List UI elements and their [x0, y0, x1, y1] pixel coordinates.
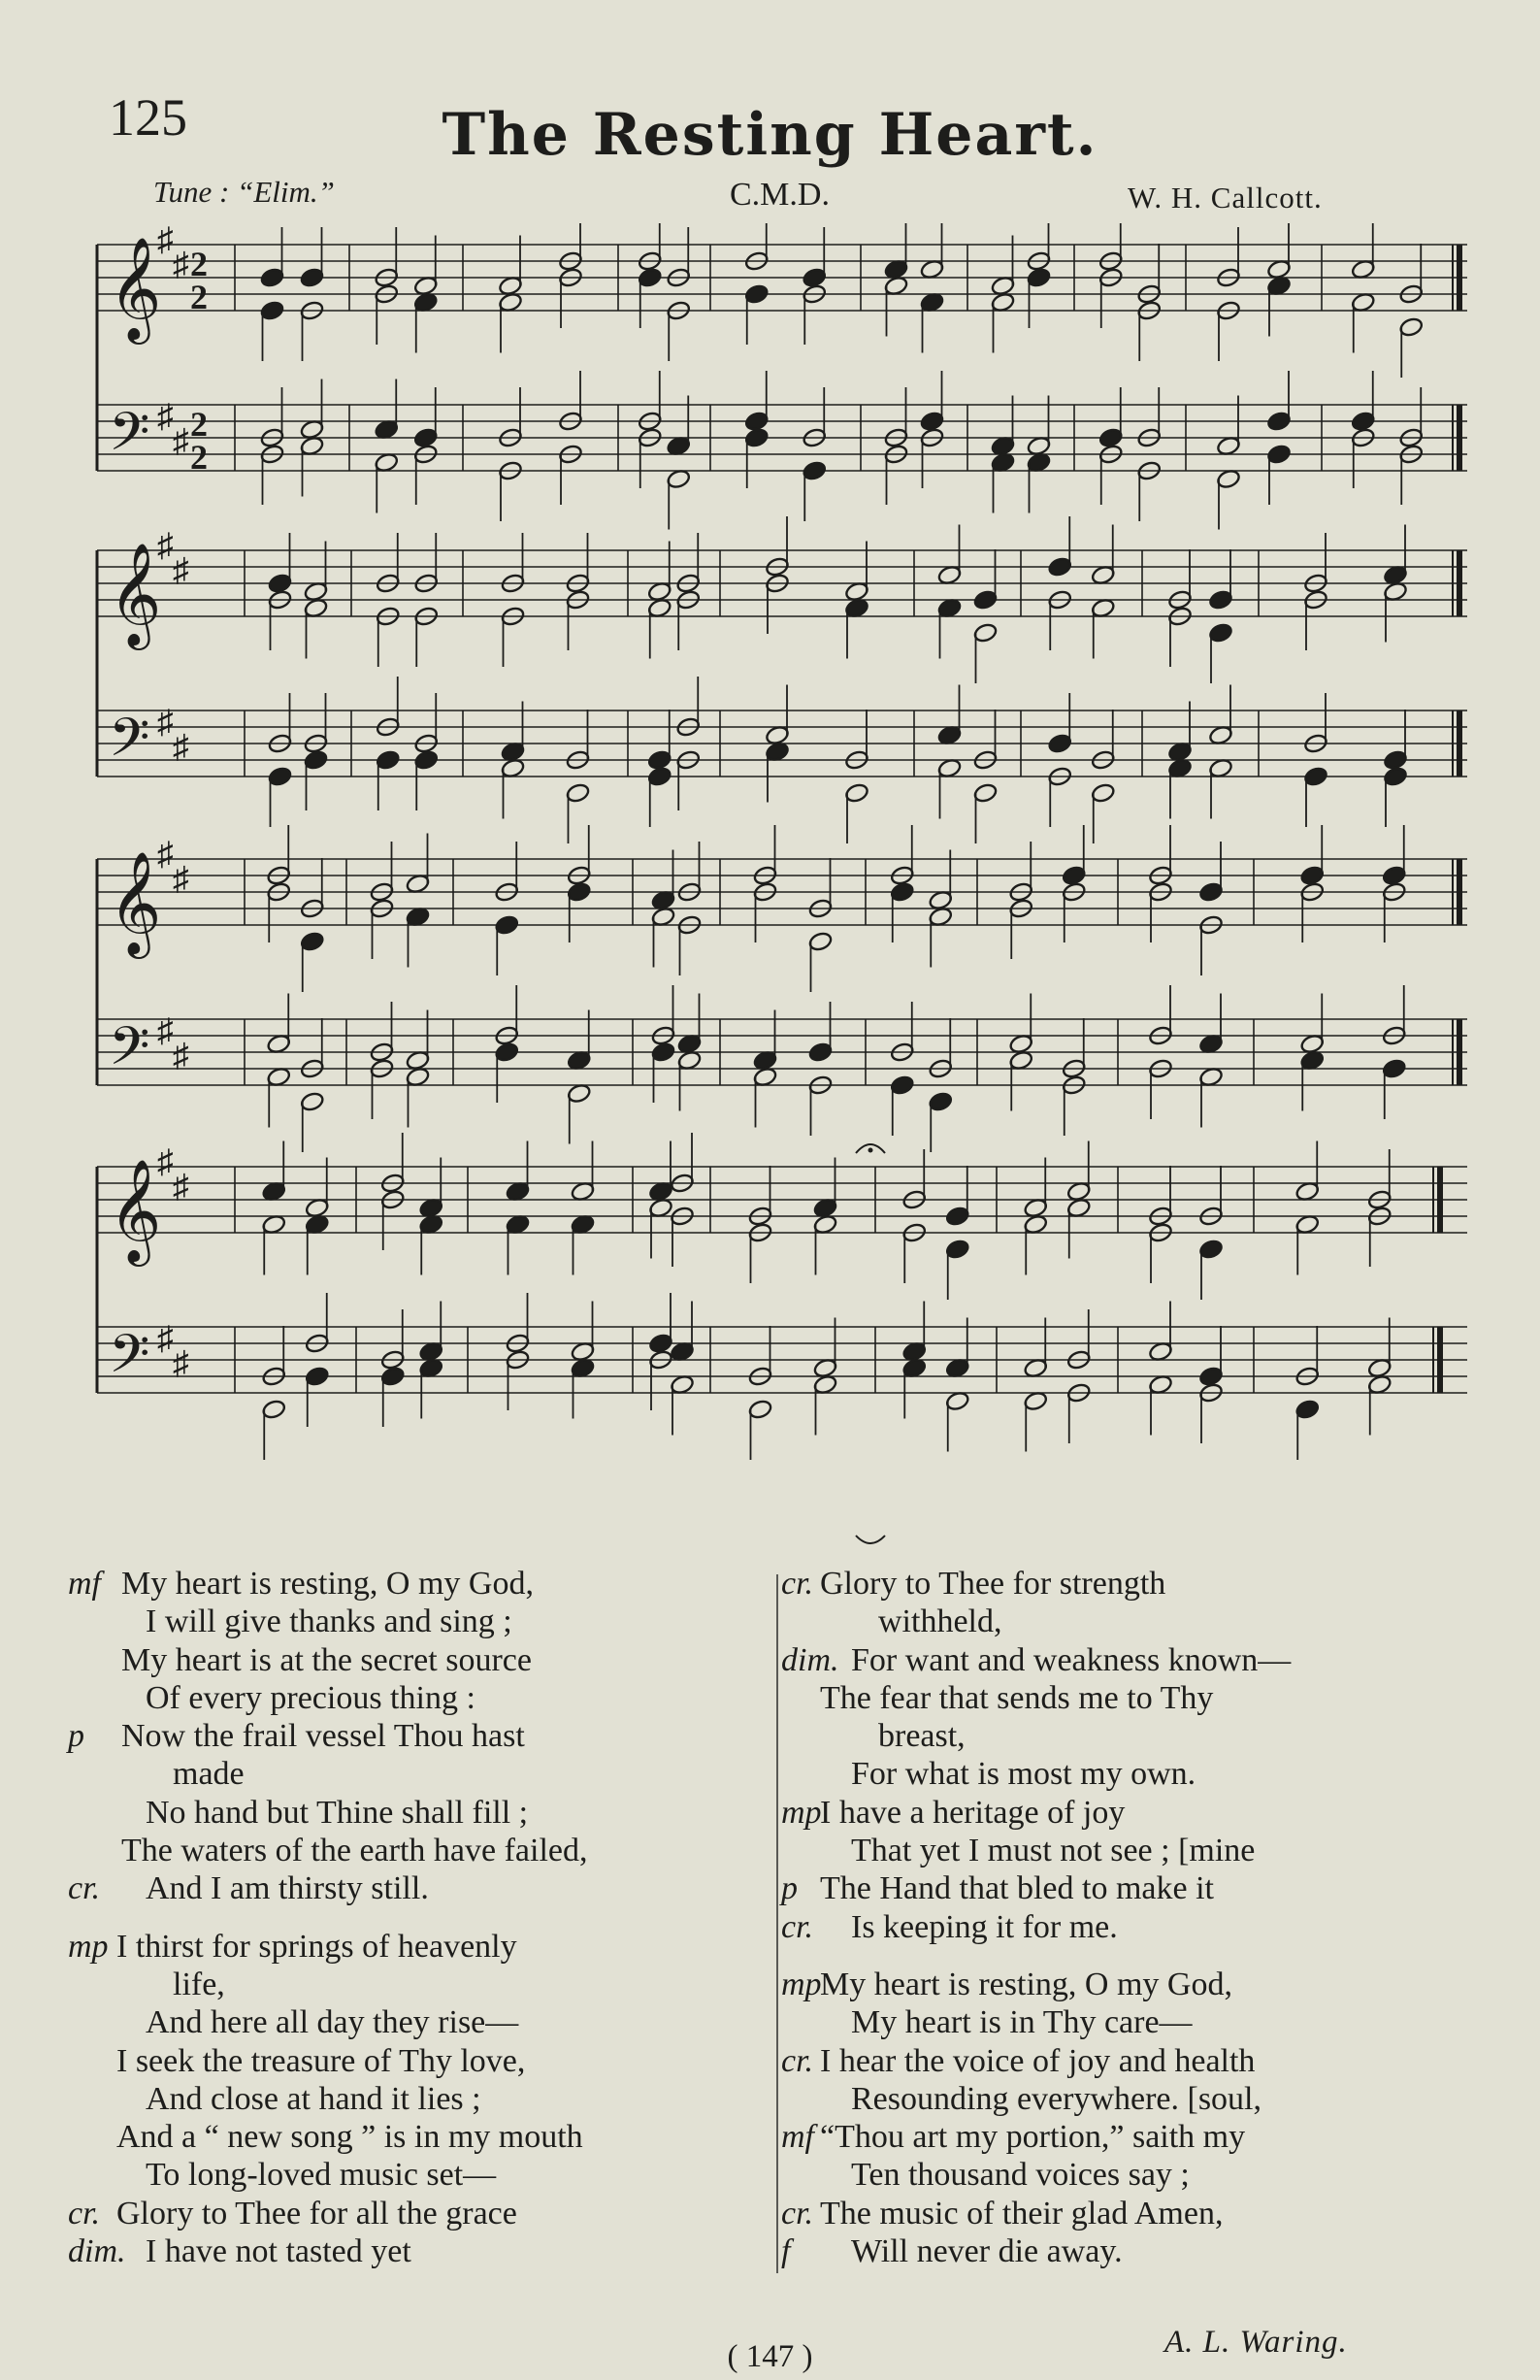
verse-line: [68, 1565, 776, 1603]
verse-text: Now the frail vessel Thou hast: [121, 1718, 525, 1755]
verse-text: Glory to Thee for strength: [820, 1566, 1166, 1602]
composer: W. H. Callcott.: [1128, 181, 1323, 215]
verse-text: The waters of the earth have failed,: [121, 1833, 588, 1869]
dynamic-mark: f: [781, 2233, 791, 2270]
verse-text: Is keeping it for me.: [851, 1908, 1118, 1945]
verse-text: And I am thirsty still.: [146, 1870, 429, 1907]
final-barline: [1457, 1019, 1462, 1085]
bass-clef-icon: 𝄢: [109, 1015, 150, 1090]
verse-text: For what is most my own.: [851, 1756, 1196, 1793]
sharp-icon: ♯: [173, 1169, 189, 1206]
verse-line: [68, 1966, 776, 2003]
verse-line: [68, 2232, 776, 2270]
verse-text: The fear that sends me to Thy: [820, 1679, 1214, 1716]
dynamic-mark: cr.: [68, 2195, 101, 2231]
dynamic-mark: cr.: [781, 2195, 814, 2231]
verse-line: [781, 1565, 1480, 1603]
sharp-icon: ♯: [157, 399, 174, 435]
verse-line: [68, 2042, 776, 2080]
verse-line: [68, 1794, 776, 1832]
treble-clef-icon: 𝄞: [109, 542, 162, 645]
final-barline: [1437, 1167, 1443, 1233]
sharp-icon: ♯: [173, 1038, 189, 1074]
verse-line: [68, 1755, 776, 1793]
dynamic-mark: mp: [781, 1966, 822, 2002]
tune-name: Tune : “Elim.”: [153, 175, 335, 209]
fermata-dot: [868, 1148, 873, 1153]
verse-line: [781, 1966, 1480, 2003]
verse-text: My heart is in Thy care—: [851, 2004, 1193, 2041]
dynamic-mark: cr.: [781, 1908, 814, 1945]
fermata-icon: [856, 1536, 885, 1543]
dynamic-mark: dim.: [68, 2233, 126, 2270]
verse-line: [68, 2080, 776, 2118]
verse-line: [68, 1717, 776, 1755]
verse-text: Resounding everywhere. [soul,: [851, 2080, 1262, 2117]
treble-clef-icon: 𝄞: [109, 850, 162, 954]
final-barline: [1457, 711, 1462, 777]
dynamic-mark: cr.: [68, 1870, 101, 1907]
verse-text: My heart is resting, O my God,: [121, 1566, 534, 1602]
final-barline: [1457, 550, 1462, 616]
stanza-gap: [68, 1908, 776, 1928]
verse-text: And here all day they rise—: [146, 2004, 519, 2041]
verse-line: [781, 2080, 1480, 2118]
verse-text: I will give thanks and sing ;: [146, 1603, 512, 1640]
verse-text: life,: [173, 1966, 225, 2002]
verse-text: No hand but Thine shall fill ;: [146, 1794, 529, 1831]
verse-line: [781, 2042, 1480, 2080]
verse-text: My heart is resting, O my God,: [820, 1966, 1232, 2002]
page-number: ( 147 ): [727, 2339, 813, 2374]
sharp-icon: ♯: [157, 223, 174, 258]
verse-line: [781, 2118, 1480, 2156]
verse-text: I have a heritage of joy: [820, 1794, 1126, 1831]
verse-line: [68, 1641, 776, 1679]
verse-line: [781, 1679, 1480, 1717]
verse-line: [781, 2232, 1480, 2270]
dynamic-mark: cr.: [781, 1566, 814, 1602]
sharp-icon: ♯: [157, 705, 174, 741]
verse-text: “Thou art my portion,” saith my: [820, 2119, 1246, 2156]
sharp-icon: ♯: [157, 1013, 174, 1049]
verse-line: [68, 1603, 776, 1640]
verse-line: [68, 1679, 776, 1717]
verse-text: Will never die away.: [851, 2233, 1123, 2270]
final-barline: [1457, 245, 1462, 311]
verse-line: [68, 1832, 776, 1869]
sharp-icon: ♯: [173, 552, 189, 589]
sharp-icon: ♯: [157, 1321, 174, 1357]
verse-text: I hear the voice of joy and health: [820, 2042, 1256, 2079]
time-signature-bottom: 2: [190, 278, 208, 316]
bass-clef-icon: 𝄢: [109, 1323, 150, 1398]
verse-line: [68, 2118, 776, 2156]
verse-text: Glory to Thee for all the grace: [116, 2195, 517, 2231]
dynamic-mark: p: [68, 1718, 84, 1755]
verse-text: The music of their glad Amen,: [820, 2195, 1224, 2231]
verse-text: I seek the treasure of Thy love,: [116, 2042, 526, 2079]
bass-clef-icon: 𝄢: [109, 707, 150, 781]
verse-text: withheld,: [878, 1603, 1002, 1640]
verse-text: breast,: [878, 1718, 966, 1755]
verse-column-left: [68, 1565, 776, 2270]
verse-line: [68, 2195, 776, 2232]
verse-text: The Hand that bled to make it: [820, 1870, 1214, 1907]
verse-line: [68, 1928, 776, 1966]
meter: C.M.D.: [730, 177, 830, 213]
treble-clef-icon: 𝄞: [109, 1158, 162, 1262]
verse-line: [781, 2156, 1480, 2194]
sharp-icon: ♯: [173, 423, 189, 460]
verse-line: [781, 1603, 1480, 1640]
verse-column-right: [781, 1565, 1480, 2270]
treble-clef-icon: 𝄞: [109, 236, 162, 340]
dynamic-mark: mf: [781, 2119, 814, 2156]
dynamic-mark: mf: [68, 1566, 101, 1602]
verse-text: That yet I must not see ; [mine: [851, 1833, 1256, 1869]
music-score: [89, 223, 1496, 1548]
verse-line: [781, 2195, 1480, 2232]
column-divider: [776, 1574, 778, 2273]
verse-line: [781, 1869, 1480, 1907]
sharp-icon: ♯: [173, 1345, 189, 1382]
dynamic-mark: cr.: [781, 2042, 814, 2079]
sharp-icon: ♯: [157, 837, 174, 873]
time-signature-bottom: 2: [190, 438, 208, 477]
verse-text: made: [173, 1756, 245, 1793]
author: A. L. Waring.: [1164, 2325, 1348, 2360]
verse-text: I have not tasted yet: [146, 2233, 411, 2270]
verse-text: Ten thousand voices say ;: [851, 2157, 1190, 2194]
verse-line: [781, 1908, 1480, 1946]
verse-text: And close at hand it lies ;: [146, 2080, 481, 2117]
sharp-icon: ♯: [173, 247, 189, 283]
sharp-icon: ♯: [157, 528, 174, 564]
verse-line: [781, 1832, 1480, 1869]
final-barline: [1437, 1327, 1443, 1393]
time-signature-top: 2: [190, 245, 208, 283]
verse-text: To long-loved music set—: [146, 2157, 497, 2194]
hymn-title: The Resting Heart.: [442, 101, 1098, 169]
verse-line: [781, 1717, 1480, 1755]
dynamic-mark: mp: [781, 1794, 822, 1831]
verse-line: [68, 2156, 776, 2194]
verse-line: [781, 1794, 1480, 1832]
dynamic-mark: mp: [68, 1928, 109, 1965]
verse-text: I thirst for springs of heavenly: [116, 1928, 517, 1965]
final-barline: [1457, 405, 1462, 471]
verse-line: [68, 1869, 776, 1907]
sharp-icon: ♯: [157, 1144, 174, 1180]
dynamic-mark: p: [781, 1870, 798, 1907]
dynamic-mark: dim.: [781, 1641, 839, 1678]
sharp-icon: ♯: [173, 861, 189, 898]
verse-line: [781, 2003, 1480, 2041]
verse-line: [781, 1641, 1480, 1679]
final-barline: [1457, 859, 1462, 925]
verse-text: And a “ new song ” is in my mouth: [116, 2119, 583, 2156]
hymn-number: 125: [109, 88, 187, 147]
stanza-gap: [781, 1946, 1480, 1966]
bass-clef-icon: 𝄢: [109, 401, 150, 476]
verse-text: Of every precious thing :: [146, 1679, 475, 1716]
sharp-icon: ♯: [173, 729, 189, 766]
verse-line: [781, 1755, 1480, 1793]
verse-line: [68, 2003, 776, 2041]
verse-text: My heart is at the secret source: [121, 1641, 532, 1678]
verse-text: For want and weakness known—: [851, 1641, 1292, 1678]
time-signature-top: 2: [190, 405, 208, 444]
